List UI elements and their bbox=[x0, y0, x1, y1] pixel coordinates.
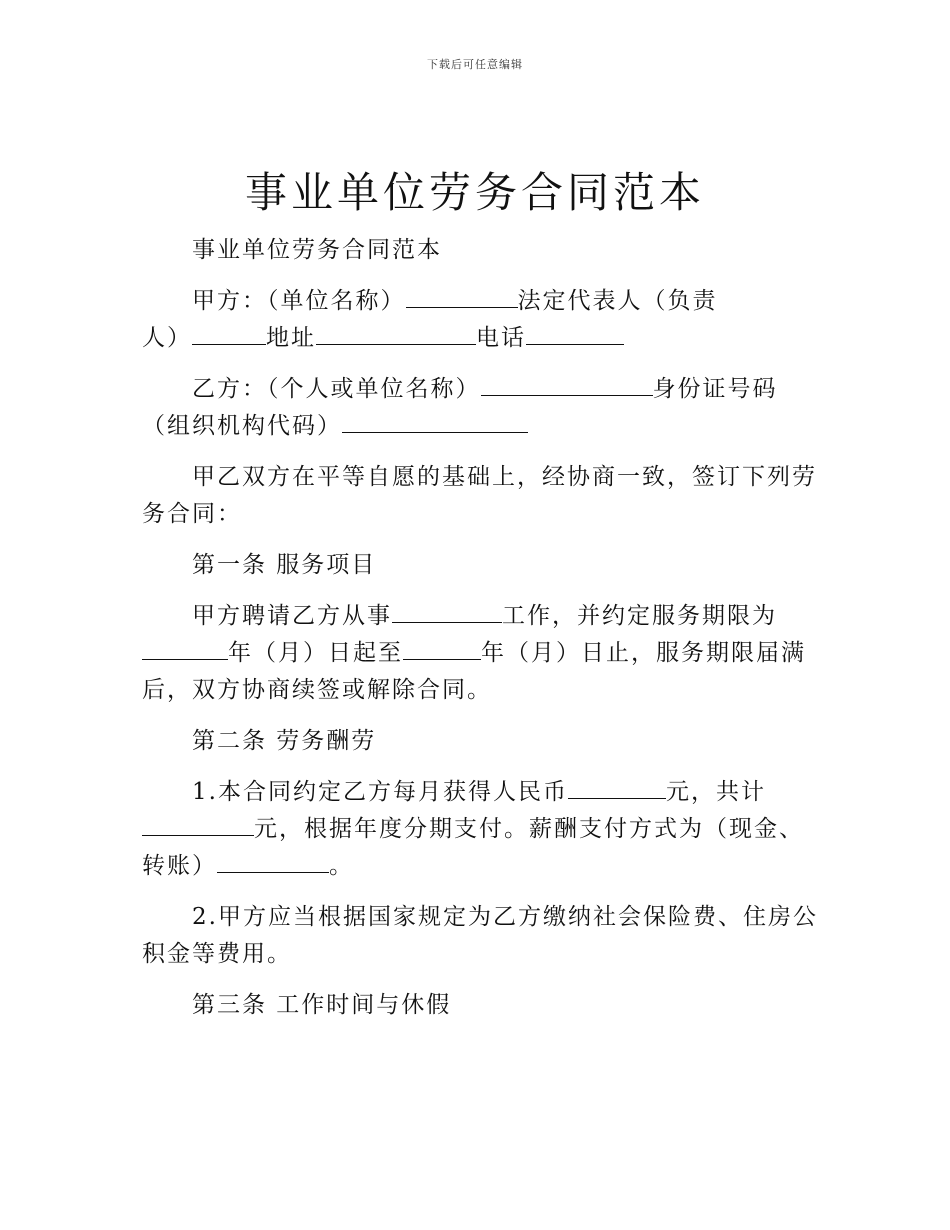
rep-label: 法定代表人（负责 bbox=[517, 288, 718, 314]
unit-name-blank bbox=[406, 283, 518, 308]
document-title: 事业单位劳务合同范本 bbox=[244, 168, 705, 217]
article-1-heading: 第一条 服务项目 bbox=[192, 552, 377, 578]
header-note: 下载后可任意编辑 bbox=[427, 58, 523, 71]
party-b-paragraph bbox=[142, 371, 814, 445]
monthly-amount-blank bbox=[568, 774, 666, 799]
article-1-paragraph bbox=[142, 598, 814, 709]
article-1-text-b: 工作，并约定服务期限为 bbox=[502, 603, 777, 629]
article-2-p1-text-e: 。 bbox=[329, 853, 354, 879]
article-2-p1-line-3 bbox=[142, 848, 814, 885]
address-blank bbox=[316, 320, 476, 345]
job-blank bbox=[392, 598, 502, 623]
article-2-p1-text-c: 元，根据年度分期支付。薪酬支付方式为（现金、 bbox=[254, 816, 804, 842]
party-a-line-1 bbox=[142, 283, 814, 320]
article-2-p1-text-b: 元，共计 bbox=[665, 779, 766, 805]
start-date-blank bbox=[142, 635, 228, 660]
end-date-blank bbox=[403, 635, 481, 660]
party-b-line-2 bbox=[142, 408, 814, 445]
article-1-text-d: 年（月）日止，服务期限届满 bbox=[481, 640, 806, 666]
article-2-p1-line-1 bbox=[142, 774, 814, 811]
article-1-line-1 bbox=[142, 598, 814, 635]
article-1-line-3: 后，双方协商续签或解除合同。 bbox=[142, 677, 492, 703]
id-label: 身份证号码 bbox=[652, 376, 778, 402]
phone-label: 电话 bbox=[476, 325, 526, 351]
total-amount-blank bbox=[142, 811, 254, 836]
article-2-paragraph-1 bbox=[142, 774, 814, 885]
intro-line-1: 甲乙双方在平等自愿的基础上，经协商一致，签订下列劳 bbox=[192, 464, 817, 490]
org-code-blank bbox=[342, 408, 528, 433]
party-a-line-2 bbox=[142, 320, 814, 357]
article-2-p2-line-2: 积金等费用。 bbox=[142, 941, 292, 967]
article-2-p1-text-d: 转账） bbox=[142, 853, 217, 879]
address-label: 地址 bbox=[266, 325, 316, 351]
subtitle: 事业单位劳务合同范本 bbox=[192, 237, 442, 263]
party-b-name-blank bbox=[481, 371, 653, 396]
article-1-line-2 bbox=[142, 635, 814, 672]
rep-label-cont: 人） bbox=[142, 325, 192, 351]
intro-paragraph bbox=[142, 459, 817, 533]
payment-method-blank bbox=[217, 848, 329, 873]
party-b-line-1 bbox=[142, 371, 814, 408]
article-1-text-a: 甲方聘请乙方从事 bbox=[192, 603, 392, 629]
article-2-p1-text-a: 1.本合同约定乙方每月获得人民币 bbox=[192, 779, 568, 805]
org-label: （组织机构代码） bbox=[142, 413, 342, 439]
article-2-paragraph-2 bbox=[142, 899, 818, 973]
article-1-text-c: 年（月）日起至 bbox=[228, 640, 403, 666]
rep-blank bbox=[192, 320, 266, 345]
article-3-heading: 第三条 工作时间与休假 bbox=[192, 992, 452, 1018]
phone-blank bbox=[526, 320, 624, 345]
article-2-p2-line-1: 2.甲方应当根据国家规定为乙方缴纳社会保险费、住房公 bbox=[192, 904, 818, 930]
party-a-label: 甲方：（单位名称） bbox=[192, 288, 406, 314]
document-body bbox=[142, 232, 818, 1038]
article-2-p1-line-2 bbox=[142, 811, 814, 848]
article-2-heading: 第二条 劳务酬劳 bbox=[192, 728, 377, 754]
party-a-paragraph bbox=[142, 283, 814, 357]
party-b-label: 乙方：（个人或单位名称） bbox=[192, 376, 481, 402]
intro-line-2: 务合同： bbox=[142, 501, 242, 527]
